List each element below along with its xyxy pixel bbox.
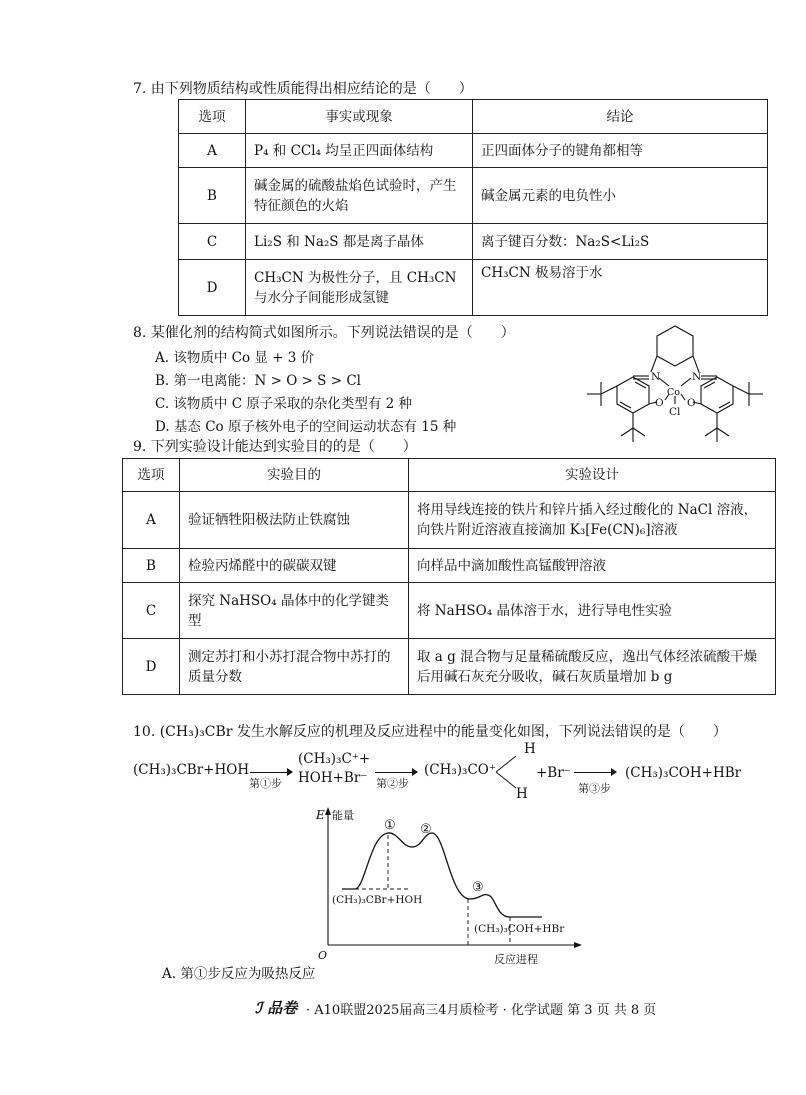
q7-row-b-fact: 碱金属的硫酸盐焰色试验时，产生特征颜色的火焰 — [246, 168, 473, 224]
q7-row-b-conclusion: 碱金属元素的电负性小 — [473, 168, 768, 224]
q8-option-a: A. 该物质中 Co 显 + 3 价 — [155, 350, 315, 366]
q9-row-d-purpose: 测定苏打和小苏打混合物中苏打的质量分数 — [180, 639, 409, 695]
diagram-peak-1: ① — [384, 818, 396, 833]
q9-stem: 9. 下列实验设计能达到实验目的的是（ ） — [133, 439, 417, 455]
q9-row-d-option: D — [123, 639, 180, 695]
catalyst-structure — [565, 320, 780, 450]
q9-header-purpose: 实验目的 — [180, 459, 409, 492]
q9-row-c-option: C — [123, 583, 180, 639]
q9-header-design: 实验设计 — [409, 459, 776, 492]
eq-step-2: 第②步 — [376, 777, 409, 790]
diagram-y-axis-label: 能量 — [332, 809, 354, 822]
q7-row-a-conclusion: 正四面体分子的键角都相等 — [473, 134, 768, 168]
diagram-peak-2: ② — [420, 822, 432, 837]
structure-o-left: O — [655, 397, 664, 409]
eq-h-top: H — [524, 741, 536, 757]
q7-header-fact: 事实或现象 — [246, 100, 473, 134]
diagram-start-label: (CH₃)₃CBr+HOH — [332, 894, 423, 906]
structure-co: Co — [667, 387, 680, 398]
q8-option-c: C. 该物质中 C 原子采取的杂化类型有 2 种 — [155, 396, 413, 412]
q9-row-b-design: 向样品中滴加酸性高锰酸钾溶液 — [409, 549, 776, 583]
eq-arrow-3-head — [611, 768, 617, 776]
q9-row-a-purpose: 验证牺牲阳极法防止铁腐蚀 — [180, 492, 409, 549]
structure-cl: Cl — [669, 406, 681, 418]
q7-row-d-option: D — [179, 260, 246, 316]
eq-arrow-1 — [250, 772, 292, 773]
footer-text: · A10联盟2025届高三4月质检考 · 化学试题 第 3 页 共 8 页 — [306, 1003, 657, 1018]
q7-table — [178, 99, 768, 316]
q7-row-d-conclusion: CH₃CN 极易溶于水 — [473, 260, 768, 316]
q9-row-b-purpose: 检验丙烯醛中的碳碳双键 — [180, 549, 409, 583]
eq-arrow-3 — [574, 772, 616, 773]
q7-row-c-option: C — [179, 224, 246, 260]
eq-h-bottom: H — [516, 786, 528, 802]
eq-intermediate-1-top: (CH₃)₃C⁺+ — [298, 751, 371, 767]
eq-arrow-2-head — [412, 768, 418, 776]
q7-row-a-option: A — [179, 134, 246, 168]
diagram-peak-3: ③ — [472, 880, 484, 895]
footer-logo: ℐ 品卷 — [255, 999, 298, 1017]
q8-option-d: D. 基态 Co 原子核外电子的空间运动状态有 15 种 — [155, 419, 457, 435]
eq-reactant: (CH₃)₃CBr+HOH — [133, 762, 250, 778]
q9-row-c-design: 将 NaHSO₄ 晶体溶于水，进行导电性实验 — [409, 583, 776, 639]
q7-row-d-fact: CH₃CN 为极性分子，且 CH₃CN 与水分子间能形成氢键 — [246, 260, 473, 316]
q7-stem: 7. 由下列物质结构或性质能得出相应结论的是（ ） — [133, 81, 473, 97]
eq-product: (CH₃)₃COH+HBr — [625, 765, 742, 781]
q10-stem: 10. (CH₃)₃CBr 发生水解反应的机理及反应进程中的能量变化如图，下列说法错误的是（ ） — [133, 724, 727, 740]
eq-step-3: 第③步 — [578, 782, 611, 795]
diagram-y-axis-symbol: E — [316, 808, 325, 822]
eq-arrow-1-head — [287, 768, 293, 776]
q7-row-a-fact: P₄ 和 CCl₄ 均呈正四面体结构 — [246, 134, 473, 168]
q9-row-c-purpose: 探究 NaHSO₄ 晶体中的化学键类型 — [180, 583, 409, 639]
q7-header-option: 选项 — [179, 100, 246, 134]
eq-intermediate-2: (CH₃)₃CO⁺ — [424, 762, 496, 778]
q9-row-a-option: A — [123, 492, 180, 549]
energy-diagram — [310, 805, 590, 970]
q9-header-option: 选项 — [123, 459, 180, 492]
q9-row-d-design: 取 a g 混合物与足量稀硫酸反应，逸出气体经浓硫酸干燥后用碱石灰充分吸收，碱石灰质量增加 b g — [409, 639, 776, 695]
structure-o-right: O — [687, 397, 696, 409]
structure-n-left: N — [651, 371, 661, 383]
q8-option-b: B. 第一电离能：N > O > S > Cl — [155, 373, 361, 389]
diagram-end-label: (CH₃)₃COH+HBr — [474, 923, 565, 935]
structure-n-right: N — [692, 371, 702, 383]
q10-option-a: A. 第①步反应为吸热反应 — [162, 966, 316, 982]
eq-bromide: +Br⁻ — [536, 765, 571, 781]
q7-row-c-conclusion: 离子键百分数：Na₂S<Li₂S — [473, 224, 768, 260]
eq-step-1: 第①步 — [249, 777, 282, 790]
q7-header-conclusion: 结论 — [473, 100, 768, 134]
q7-row-b-option: B — [179, 168, 246, 224]
diagram-origin: O — [318, 949, 328, 962]
q9-table — [122, 458, 776, 695]
q7-row-c-fact: Li₂S 和 Na₂S 都是离子晶体 — [246, 224, 473, 260]
eq-intermediate-1-bottom: HOH+Br⁻ — [298, 770, 368, 786]
diagram-x-axis-label: 反应进程 — [494, 953, 538, 966]
eq-arrow-2 — [375, 772, 417, 773]
q9-row-b-option: B — [123, 549, 180, 583]
q8-stem: 8. 某催化剂的结构简式如图所示。下列说法错误的是（ ） — [133, 325, 515, 341]
q9-row-a-design: 将用导线连接的铁片和锌片插入经过酸化的 NaCl 溶液，向铁片附近溶液直接滴加 K₃[Fe(CN)₆]溶液 — [409, 492, 776, 549]
